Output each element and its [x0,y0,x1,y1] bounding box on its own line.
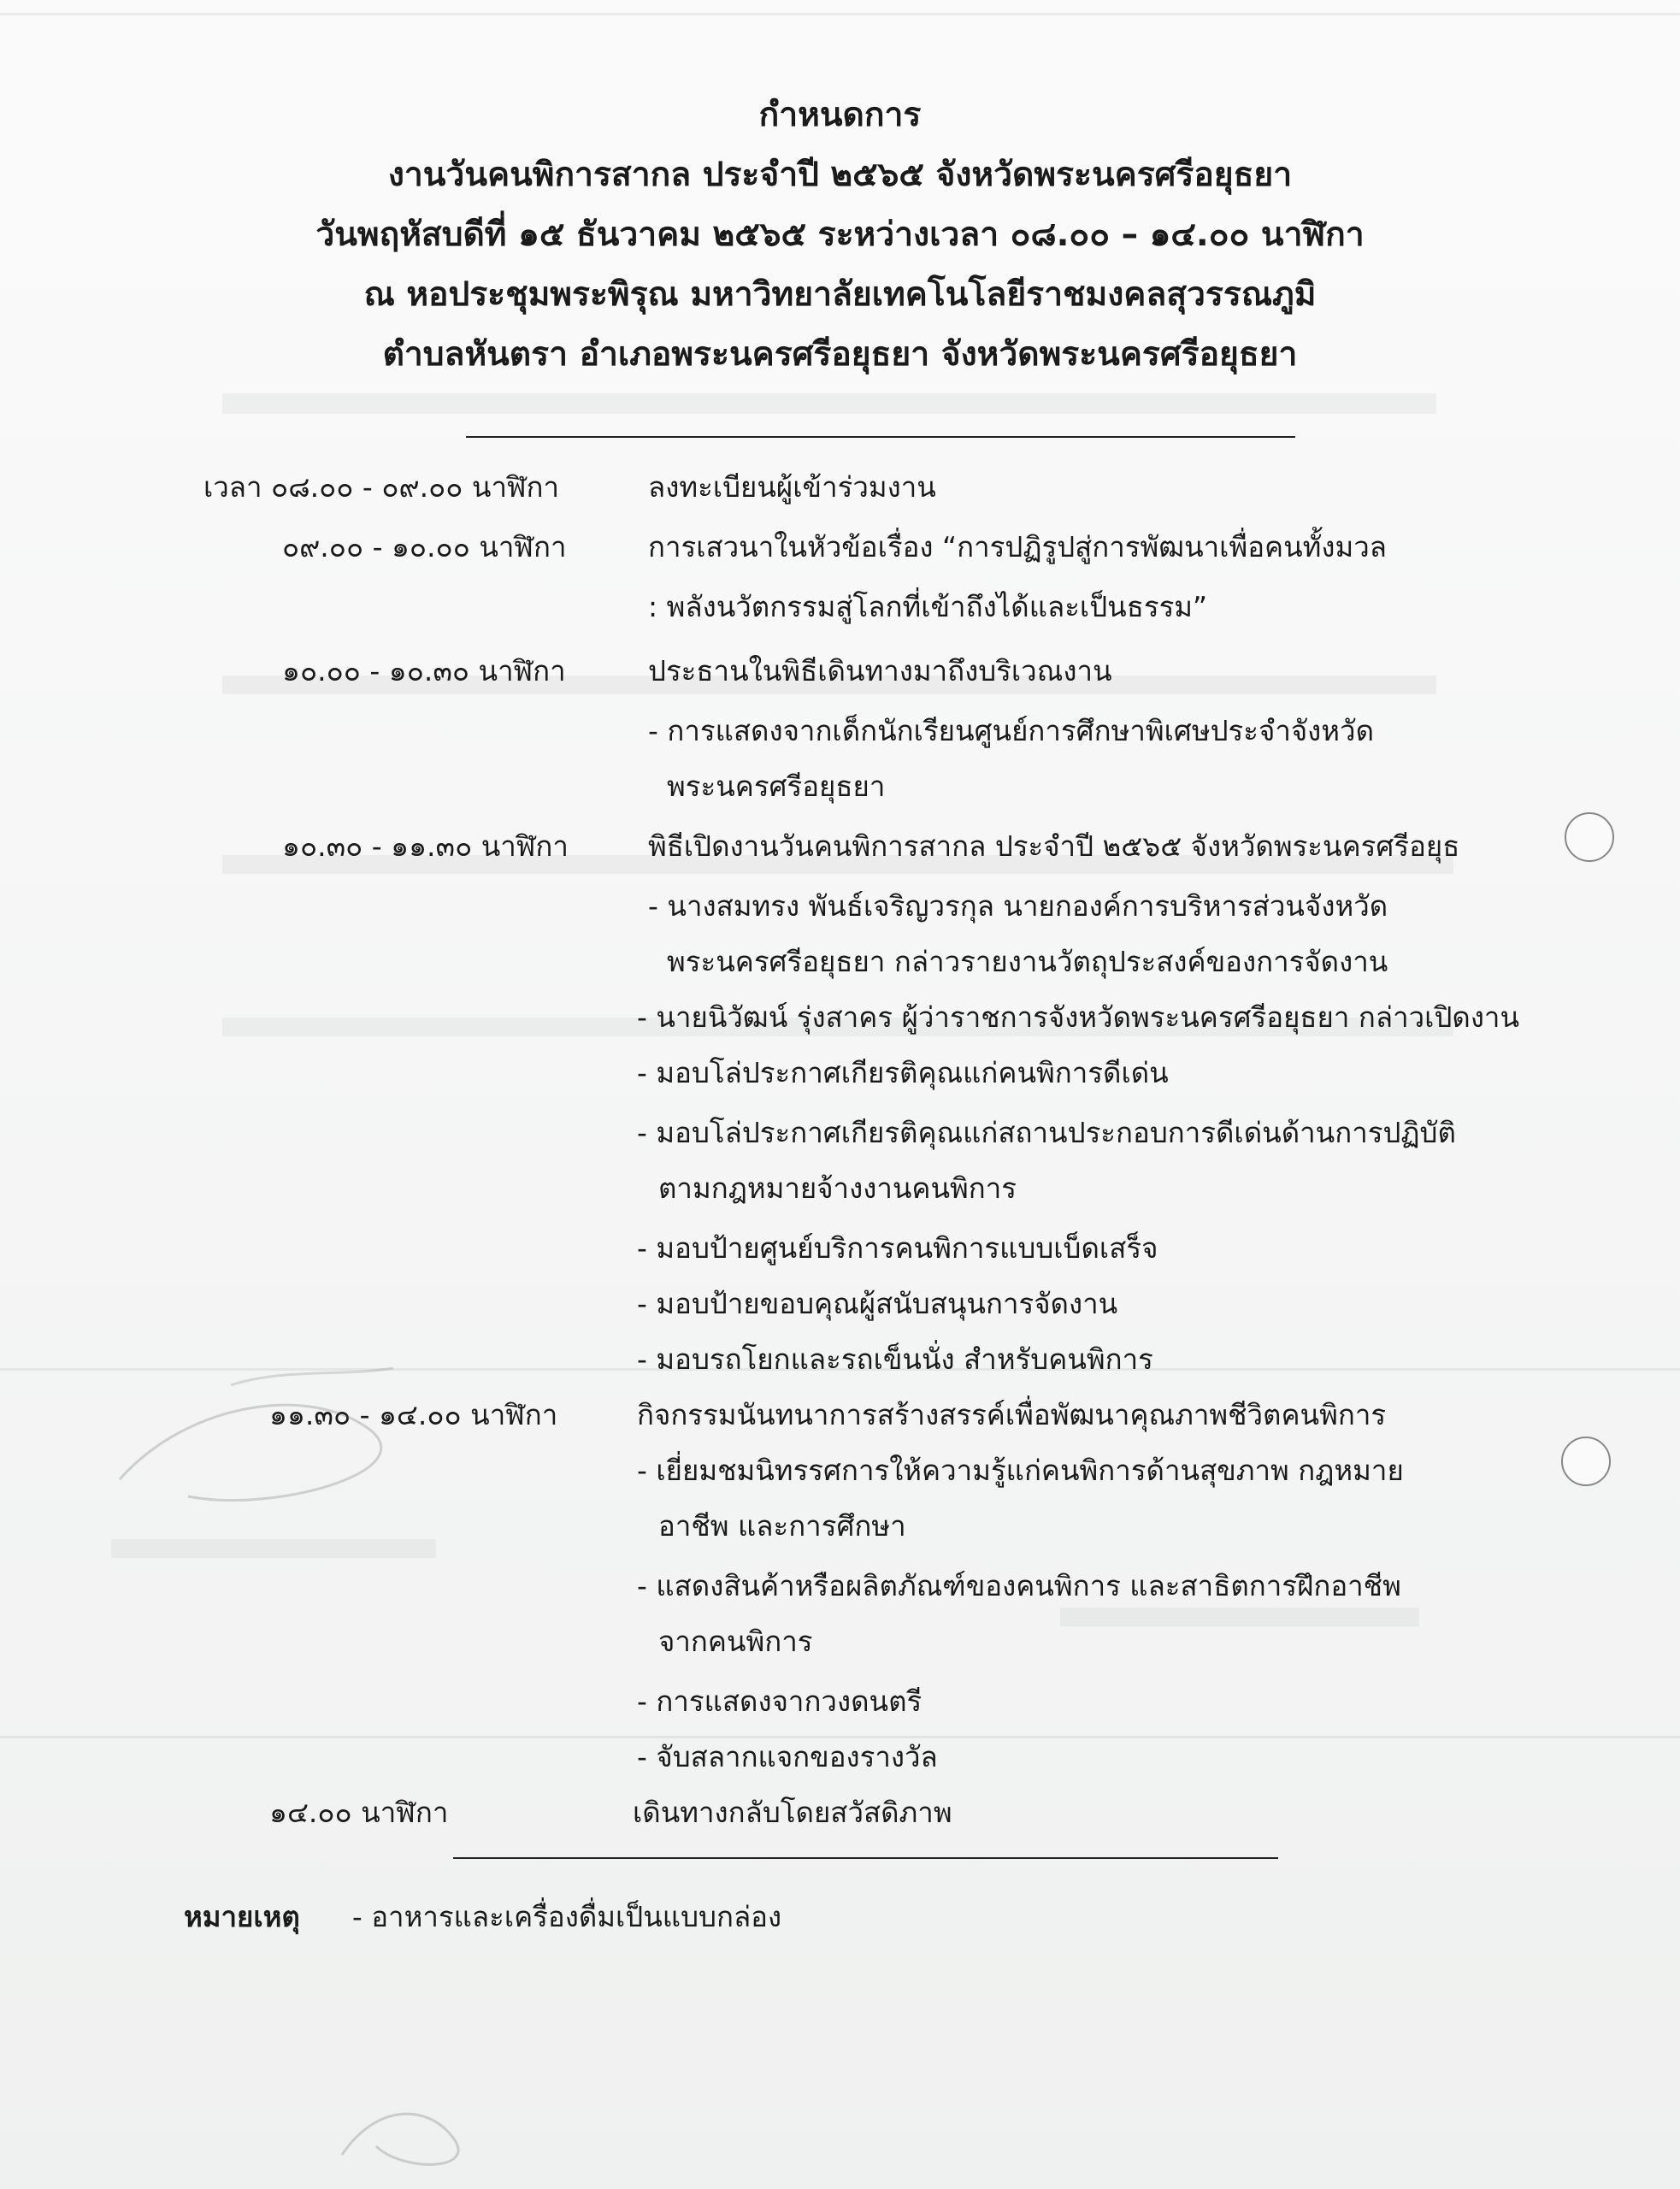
schedule-item: - จับสลากแจกของรางวัล [637,1740,938,1773]
punch-hole [1561,1437,1611,1486]
schedule-item: จากคนพิการ [658,1625,813,1658]
schedule-item: เดินทางกลับโดยสวัสดิภาพ [633,1796,952,1829]
title-location: ตำบลหันตรา อำเภอพระนครศรีอยุธยา จังหวัดพระนครศรีอยุธยา [382,335,1298,374]
signature-bleed-through [85,1351,445,1539]
schedule-item: - มอบโล่ประกาศเกียรติคุณแก่สถานประกอบการดีเด่นด้านการปฏิบัติ [637,1116,1456,1149]
time-slot-6: ๑๔.๐๐ นาฬิกา [269,1796,449,1829]
schedule-item: - เยี่ยมชมนิทรรศการให้ความรู้แก่คนพิการด้านสุขภาพ กฎหมาย [637,1454,1404,1487]
bleed-through-mark [1060,1608,1419,1626]
document-title-block [0,86,1680,385]
schedule-item: อาชีพ และการศึกษา [658,1509,906,1543]
schedule-item: - นายนิวัฒน์ รุ่งสาคร ผู้ว่าราชการจังหวัดพระนครศรีอยุธยา กล่าวเปิดงาน [637,1000,1520,1034]
time-slot-3: ๑๐.๐๐ - ๑๐.๓๐ นาฬิกา [282,654,566,687]
schedule-item: - มอบรถโยกและรถเข็นนั่ง สำหรับคนพิการ [637,1342,1153,1376]
time-slot-1: เวลา ๐๘.๐๐ - ๐๙.๐๐ นาฬิกา [203,470,560,504]
schedule-item: - การแสดงจากวงดนตรี [637,1685,923,1718]
bleed-through-mark [111,1539,436,1558]
title-heading: กำหนดการ [758,96,922,134]
time-slot-4: ๑๐.๓๐ - ๑๑.๓๐ นาฬิกา [282,829,569,863]
footer-divider [453,1857,1278,1859]
time-slot-2: ๐๙.๐๐ - ๑๐.๐๐ นาฬิกา [282,530,567,563]
schedule-item: พิธีเปิดงานวันคนพิการสากล ประจำปี ๒๕๖๕ จังหวัดพระนครศรีอยุธ [648,829,1460,863]
schedule-item: - มอบป้ายขอบคุณผู้สนับสนุนการจัดงาน [637,1287,1118,1320]
title-event: งานวันคนพิการสากล ประจำปี ๒๕๖๕ จังหวัดพระนครศรีอยุธยา [387,156,1293,194]
schedule-item: กิจกรรมนันทนาการสร้างสรรค์เพื่อพัฒนาคุณภาพชีวิตคนพิการ [637,1398,1387,1431]
schedule-item: : พลังนวัตกรรมสู่โลกที่เข้าถึงได้และเป็นธรรม” [648,590,1208,623]
punch-hole [1565,812,1614,862]
schedule-item: - มอบป้ายศูนย์บริการคนพิการแบบเบ็ดเสร็จ [637,1231,1158,1265]
schedule-item: พระนครศรีอยุธยา กล่าวรายงานวัตถุประสงค์ของการจัดงาน [667,945,1388,978]
remark [184,1894,781,1939]
schedule-item: พระนครศรีอยุธยา [667,770,886,803]
schedule-item: ลงทะเบียนผู้เข้าร่วมงาน [648,470,936,504]
schedule-item: - นางสมทรง พันธ์เจริญวรกุล นายกองค์การบริหารส่วนจังหวัด [648,889,1388,923]
time-slot-5: ๑๑.๓๐ - ๑๔.๐๐ นาฬิกา [269,1398,558,1431]
signature-bleed-through [325,2086,496,2180]
remark-label: หมายเหตุ [184,1900,300,1933]
schedule-item: - การแสดงจากเด็กนักเรียนศูนย์การศึกษาพิเศษประจำจังหวัด [648,714,1375,747]
title-venue: ณ หอประชุมพระพิรุณ มหาวิทยาลัยเทคโนโลยีราชมงคลสุวรรณภูมิ [363,275,1317,314]
schedule-item: การเสวนาในหัวข้อเรื่อง “การปฏิรูปสู่การพัฒนาเพื่อคนทั้งมวล [648,530,1388,563]
bleed-through-mark [222,393,1436,414]
remark-text: - อาหารและเครื่องดื่มเป็นแบบกล่อง [351,1900,782,1933]
title-divider [466,436,1295,438]
paper-fold [0,13,1680,15]
schedule-item: ประธานในพิธีเดินทางมาถึงบริเวณงาน [648,654,1112,687]
schedule-item: - แสดงสินค้าหรือผลิตภัณฑ์ของคนพิการ และสาธิตการฝึกอาชีพ [637,1569,1401,1602]
title-date: วันพฤหัสบดีที่ ๑๕ ธันวาคม ๒๕๖๕ ระหว่างเวลา ๐๘.๐๐ – ๑๔.๐๐ นาฬิกา [315,215,1365,254]
schedule-item: - มอบโล่ประกาศเกียรติคุณแก่คนพิการดีเด่น [637,1056,1169,1089]
schedule-item: ตามกฎหมายจ้างงานคนพิการ [658,1171,1017,1205]
